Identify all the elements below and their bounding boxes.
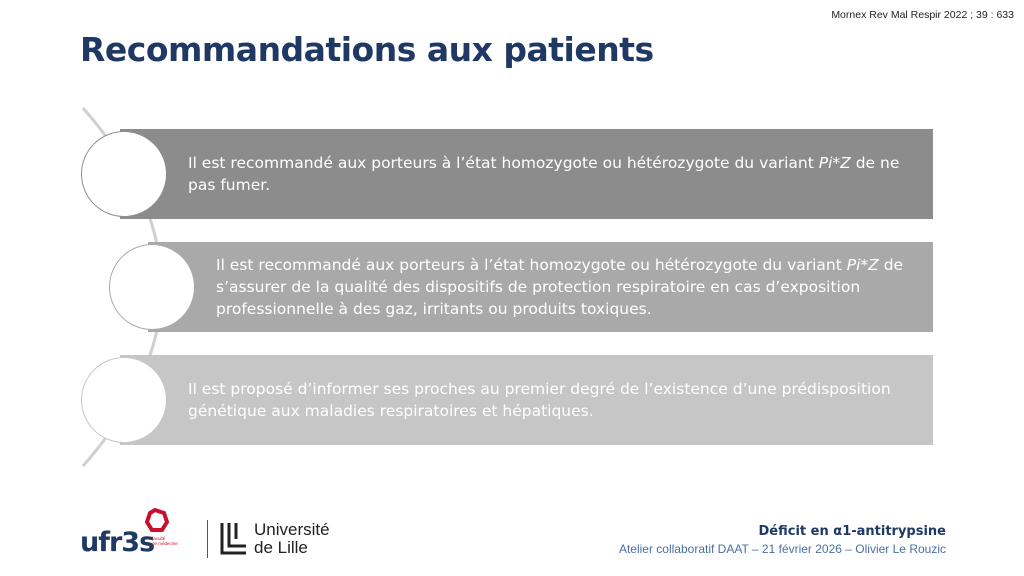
recommendation-text-2: Il est recommandé aux porteurs à l’état homozygote ou hétérozygote du variant Pi*Z de s’assurer de la qualité des dispositifs de protection respiratoire en cas d’exposition professionnelle à des gaz, irritants ou produits toxiques. xyxy=(216,256,904,318)
footer-info xyxy=(619,524,946,556)
bullet-circle-2 xyxy=(109,244,195,330)
recommendation-text-3: Il est proposé d’informer ses proches au premier degré de l’existence d’une prédisposition génétique aux maladies respiratoires et hépatiques. xyxy=(188,380,891,420)
slide-title: Recommandations aux patients xyxy=(80,30,654,69)
universite-lille-logo-icon xyxy=(219,521,251,557)
faculte-label: faculté de médecine xyxy=(152,536,178,546)
recommendation-bar-2 xyxy=(148,242,933,332)
reference-citation: Mornex Rev Mal Respir 2022 ; 39 : 633 xyxy=(831,9,1014,21)
bullet-circle-3 xyxy=(81,357,167,443)
ufr3s-logo-text: ufr3s xyxy=(80,527,155,558)
variant-emphasis: Pi*Z xyxy=(818,154,851,172)
footer-title: Déficit en α1-antitrypsine xyxy=(758,524,946,539)
recommendation-bar-1 xyxy=(120,129,933,219)
bullet-circle-1 xyxy=(81,131,167,217)
universite-lille-text: Université de Lille xyxy=(254,520,330,557)
recommendation-bar-3 xyxy=(120,355,933,445)
recommendation-text-1: Il est recommandé aux porteurs à l’état homozygote ou hétérozygote du variant Pi*Z de ne pas fumer. xyxy=(188,154,900,194)
footer-subtitle: Atelier collaboratif DAAT – 21 février 2026 – Olivier Le Rouzic xyxy=(618,542,946,556)
variant-emphasis: Pi*Z xyxy=(846,256,879,274)
logo-divider xyxy=(207,520,208,558)
